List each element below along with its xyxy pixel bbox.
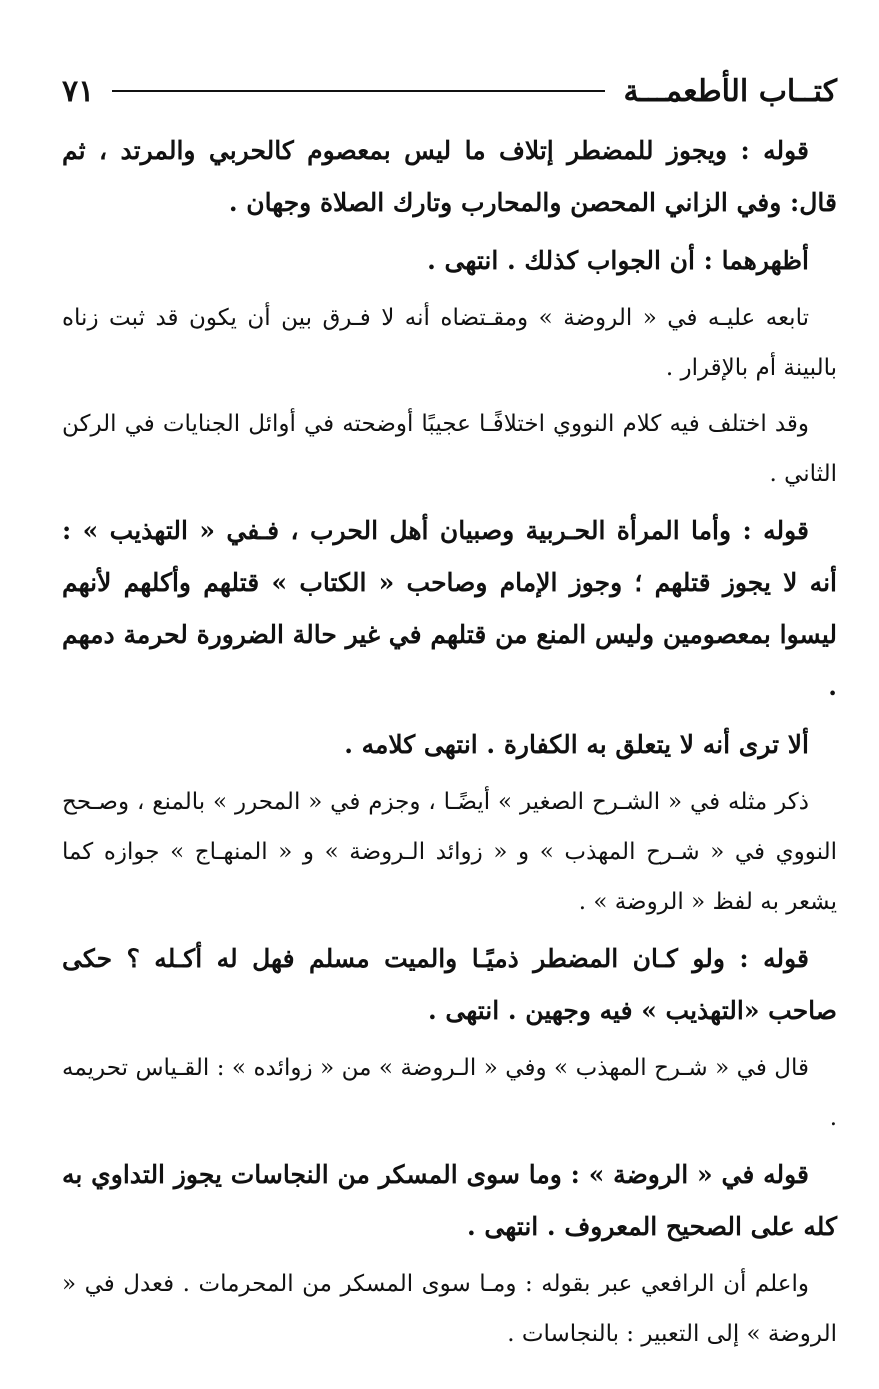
paragraph-commentary: وقد اختلف فيه كلام النووي اختلافًـا عجيبًا أوضحته في أوائل الجنايات في الركن الثاني . [62,411,837,487]
page-header [62,66,837,116]
paragraph-quote: قوله في « الروضة » : وما سوى المسكر من النجاسات يجوز التداوي به كله على الصحيح المعروف . انتهى . [62,1160,837,1241]
header-rule [112,90,605,92]
page-number: ٧١ [62,73,95,109]
paragraph-commentary: ذكر مثله في « الشـرح الصغير » أيضًـا ، وجزم في « المحرر » بالمنع ، وصـحح النووي في « شـرح المهذب » و « زوائد الـروضة » و « المنهـاج » جوازه كما يشعر به لفظ « الروضة » . [62,789,837,915]
paragraph-quote: أظهرهما : أن الجواب كذلك . انتهى . [427,246,809,275]
paragraph-commentary: واعلم أن الرافعي عبر بقوله : ومـا سوى المسكر من المحرمات . فعدل في « الروضة » إلى التعبير : بالنجاسات . [62,1271,837,1347]
paragraph-commentary: قال في « شـرح المهذب » وفي « الـروضة » من « زوائده » : القـياس تحريمه . [62,1055,837,1131]
paragraph-quote: قوله : ولو كـان المضطر ذميًـا والميت مسلم فهل له أكـله ؟ حكى صاحب «التهذيب » فيه وجهين . انتهى . [62,944,837,1025]
page-body [62,125,837,1359]
paragraph-quote: قوله : وأما المرأة الحـربية وصبيان أهل الحرب ، فـفي « التهذيب » : أنه لا يجوز قتلهم ؛ وجوز الإمام وصاحب « الكتاب » قتلهم وأكلهم لأنهم ليسوا بمعصومين وليس المنع من قتلهم في غير حالة الضرورة لحرمة دمهم . [62,516,837,701]
paragraph-quote: قوله : ويجوز للمضطر إتلاف ما ليس بمعصوم كالحربي والمرتد ، ثم قال: وفي الزاني المحصن والمحارب وتارك الصلاة وجهان . [62,136,837,217]
chapter-title: كتــاب الأطعمـــة [623,73,837,109]
paragraph-commentary: تابعه عليـه في « الروضة » ومقـتضاه أنه لا فـرق بين أن يكون قد ثبت زناه بالبينة أم بالإقرار . [62,305,837,381]
paragraph-quote: ألا ترى أنه لا يتعلق به الكفارة . انتهى كلامه . [344,730,809,759]
